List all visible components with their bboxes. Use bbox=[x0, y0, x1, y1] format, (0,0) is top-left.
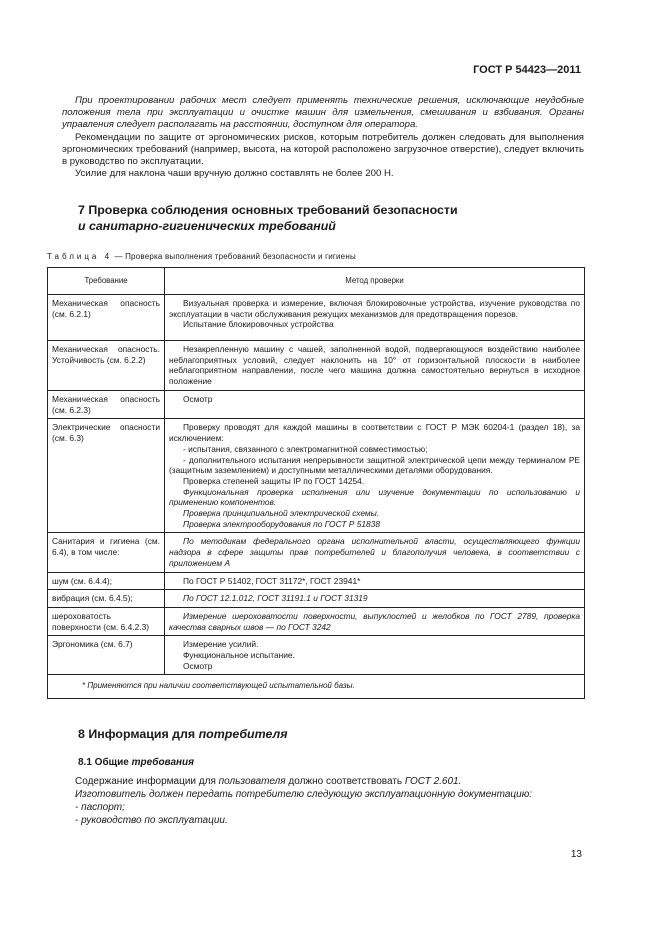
intro-text bbox=[62, 95, 584, 180]
row-method: Незакрепленную машину с чашей, заполненной водой, подвергающуюся воздействию наиболее неблагоприятных условий, следует наклонить на 10° от горизонтальной плоскости в наиболее неблагоприятном направлении, после чего машина должна самостоятельно вернуться в исходное положение bbox=[165, 341, 585, 391]
header-method: Метод проверки bbox=[165, 268, 585, 295]
table-footnote-row bbox=[48, 675, 585, 699]
table-row bbox=[48, 341, 585, 391]
table-row bbox=[48, 572, 585, 590]
table-row bbox=[48, 391, 585, 419]
row-method: По ГОСТ Р 51402, ГОСТ 31172*, ГОСТ 23941* bbox=[165, 572, 585, 590]
section-7-title-line-2: и санитарно-гигиенических требований bbox=[78, 219, 336, 233]
row-requirement: Электрические опасности (см. 6.3) bbox=[48, 419, 165, 533]
row-method: Осмотр bbox=[165, 391, 585, 419]
section-8-title-italic: потребителя bbox=[198, 727, 288, 741]
row-method: Проверку проводят для каждой машины в соответствии с ГОСТ Р МЭК 60204-1 (раздел 18), за исключением: - испытания, связанного с электромагнитной совместимостью; - дополнительного испытания непрерывности защитной электрической цепи между терминалом PE (защитным заземлением) и доступными металлическими деталями оборудования. Проверка степеней защиты IP по ГОСТ 14254. Функциональная проверка исполнения или изучение документации по использованию и применению компонентов. Проверка принципиальной электрической схемы. Проверка электрооборудования по ГОСТ Р 51838 bbox=[165, 419, 585, 533]
section-8-title-plain: 8 Информация для bbox=[78, 727, 199, 741]
row-requirement: вибрация (см. 6.4.5); bbox=[48, 590, 165, 608]
table-footnote: * Применяются при наличии соответствующей испытательной базы. bbox=[48, 675, 585, 699]
table-header-row bbox=[48, 268, 585, 295]
section-7-title bbox=[78, 202, 578, 234]
table-caption-text: — Проверка выполнения требований безопасности и гигиены bbox=[112, 252, 356, 261]
row-method: По методикам федерального органа исполнительной власти, осуществляющего функции надзора в сфере защиты прав потребителей и благополучия человека, в соответствии с приложением А bbox=[165, 533, 585, 572]
row-requirement: Санитария и гигиена (см. 6.4), в том числе: bbox=[48, 533, 165, 572]
table-row bbox=[48, 607, 585, 635]
row-requirement: Механическая опасность (см. 6.2.1) bbox=[48, 295, 165, 341]
table-caption-label: Таблица 4 bbox=[47, 252, 113, 261]
requirements-table bbox=[47, 267, 585, 699]
row-method: Визуальная проверка и измерение, включая блокировочные устройства, изучение руководства по эксплуатации в части обслуживания режущих механизмов для предотвращения порезов. Испытание блокировочных устройства bbox=[165, 295, 585, 341]
section-8-title bbox=[78, 726, 578, 742]
row-requirement: Механическая опасность. Устойчивость (см. 6.2.2) bbox=[48, 341, 165, 391]
subsection-8-1-italic: требования bbox=[131, 757, 195, 768]
list-item: - руководство по эксплуатации. bbox=[75, 815, 228, 826]
list-item: - паспорт; bbox=[75, 802, 125, 813]
table-caption bbox=[47, 252, 356, 261]
table-row bbox=[48, 419, 585, 533]
header-requirement: Требование bbox=[48, 268, 165, 295]
document-id: ГОСТ Р 54423—2011 bbox=[473, 64, 581, 76]
intro-paragraph-3: Усилие для наклона чаши вручную должно составлять не более 200 Н. bbox=[75, 168, 394, 180]
row-requirement: Эргономика (см. 6.7) bbox=[48, 636, 165, 675]
table-row bbox=[48, 533, 585, 572]
row-requirement: шероховатость поверхности (см. 6.4.2.3) bbox=[48, 607, 165, 635]
subsection-8-1-plain: 8.1 Общие bbox=[78, 757, 132, 768]
section-7-title-line-1: 7 Проверка соблюдения основных требований безопасности bbox=[78, 203, 458, 217]
row-method: Измерение усилий. Функциональное испытание. Осмотр bbox=[165, 636, 585, 675]
page-number: 13 bbox=[570, 849, 582, 860]
intro-paragraph-2: Рекомендации по защите от эргономических рисков, которым потребитель должен следовать для выполнения эргономических требований (например, высота, на которой расположено загрузочное отверстие), следует включить в руководство по эксплуатации. bbox=[62, 131, 584, 168]
intro-paragraph-1: При проектировании рабочих мест следует применять технические решения, исключающие неудобные положения тела при эксплуатации и очистке машин для измельчения, смешивания и взбивания. Органы управления следует располагать на расстоянии, доступном для оператора. bbox=[62, 95, 584, 131]
row-requirement: шум (см. 6.4.4); bbox=[48, 572, 165, 590]
table-row bbox=[48, 590, 585, 608]
section-8-text bbox=[62, 775, 584, 827]
subsection-8-1-title bbox=[78, 757, 194, 768]
row-method: Измерение шероховатости поверхности, выпуклостей и желобков по ГОСТ 2789, проверка качества сварных швов — по ГОСТ 3242 bbox=[165, 607, 585, 635]
section-8-paragraph-2: Изготовитель должен передать потребителю следующую эксплуатационную документацию: bbox=[75, 789, 533, 800]
section-8-paragraph-1: Содержание информации для пользователя должно соответствовать ГОСТ 2.601. bbox=[75, 776, 462, 787]
table-row bbox=[48, 636, 585, 675]
row-requirement: Механическая опасность (см. 6.2.3) bbox=[48, 391, 165, 419]
table-row bbox=[48, 295, 585, 341]
row-method: По ГОСТ 12.1.012, ГОСТ 31191.1 и ГОСТ 31319 bbox=[165, 590, 585, 608]
